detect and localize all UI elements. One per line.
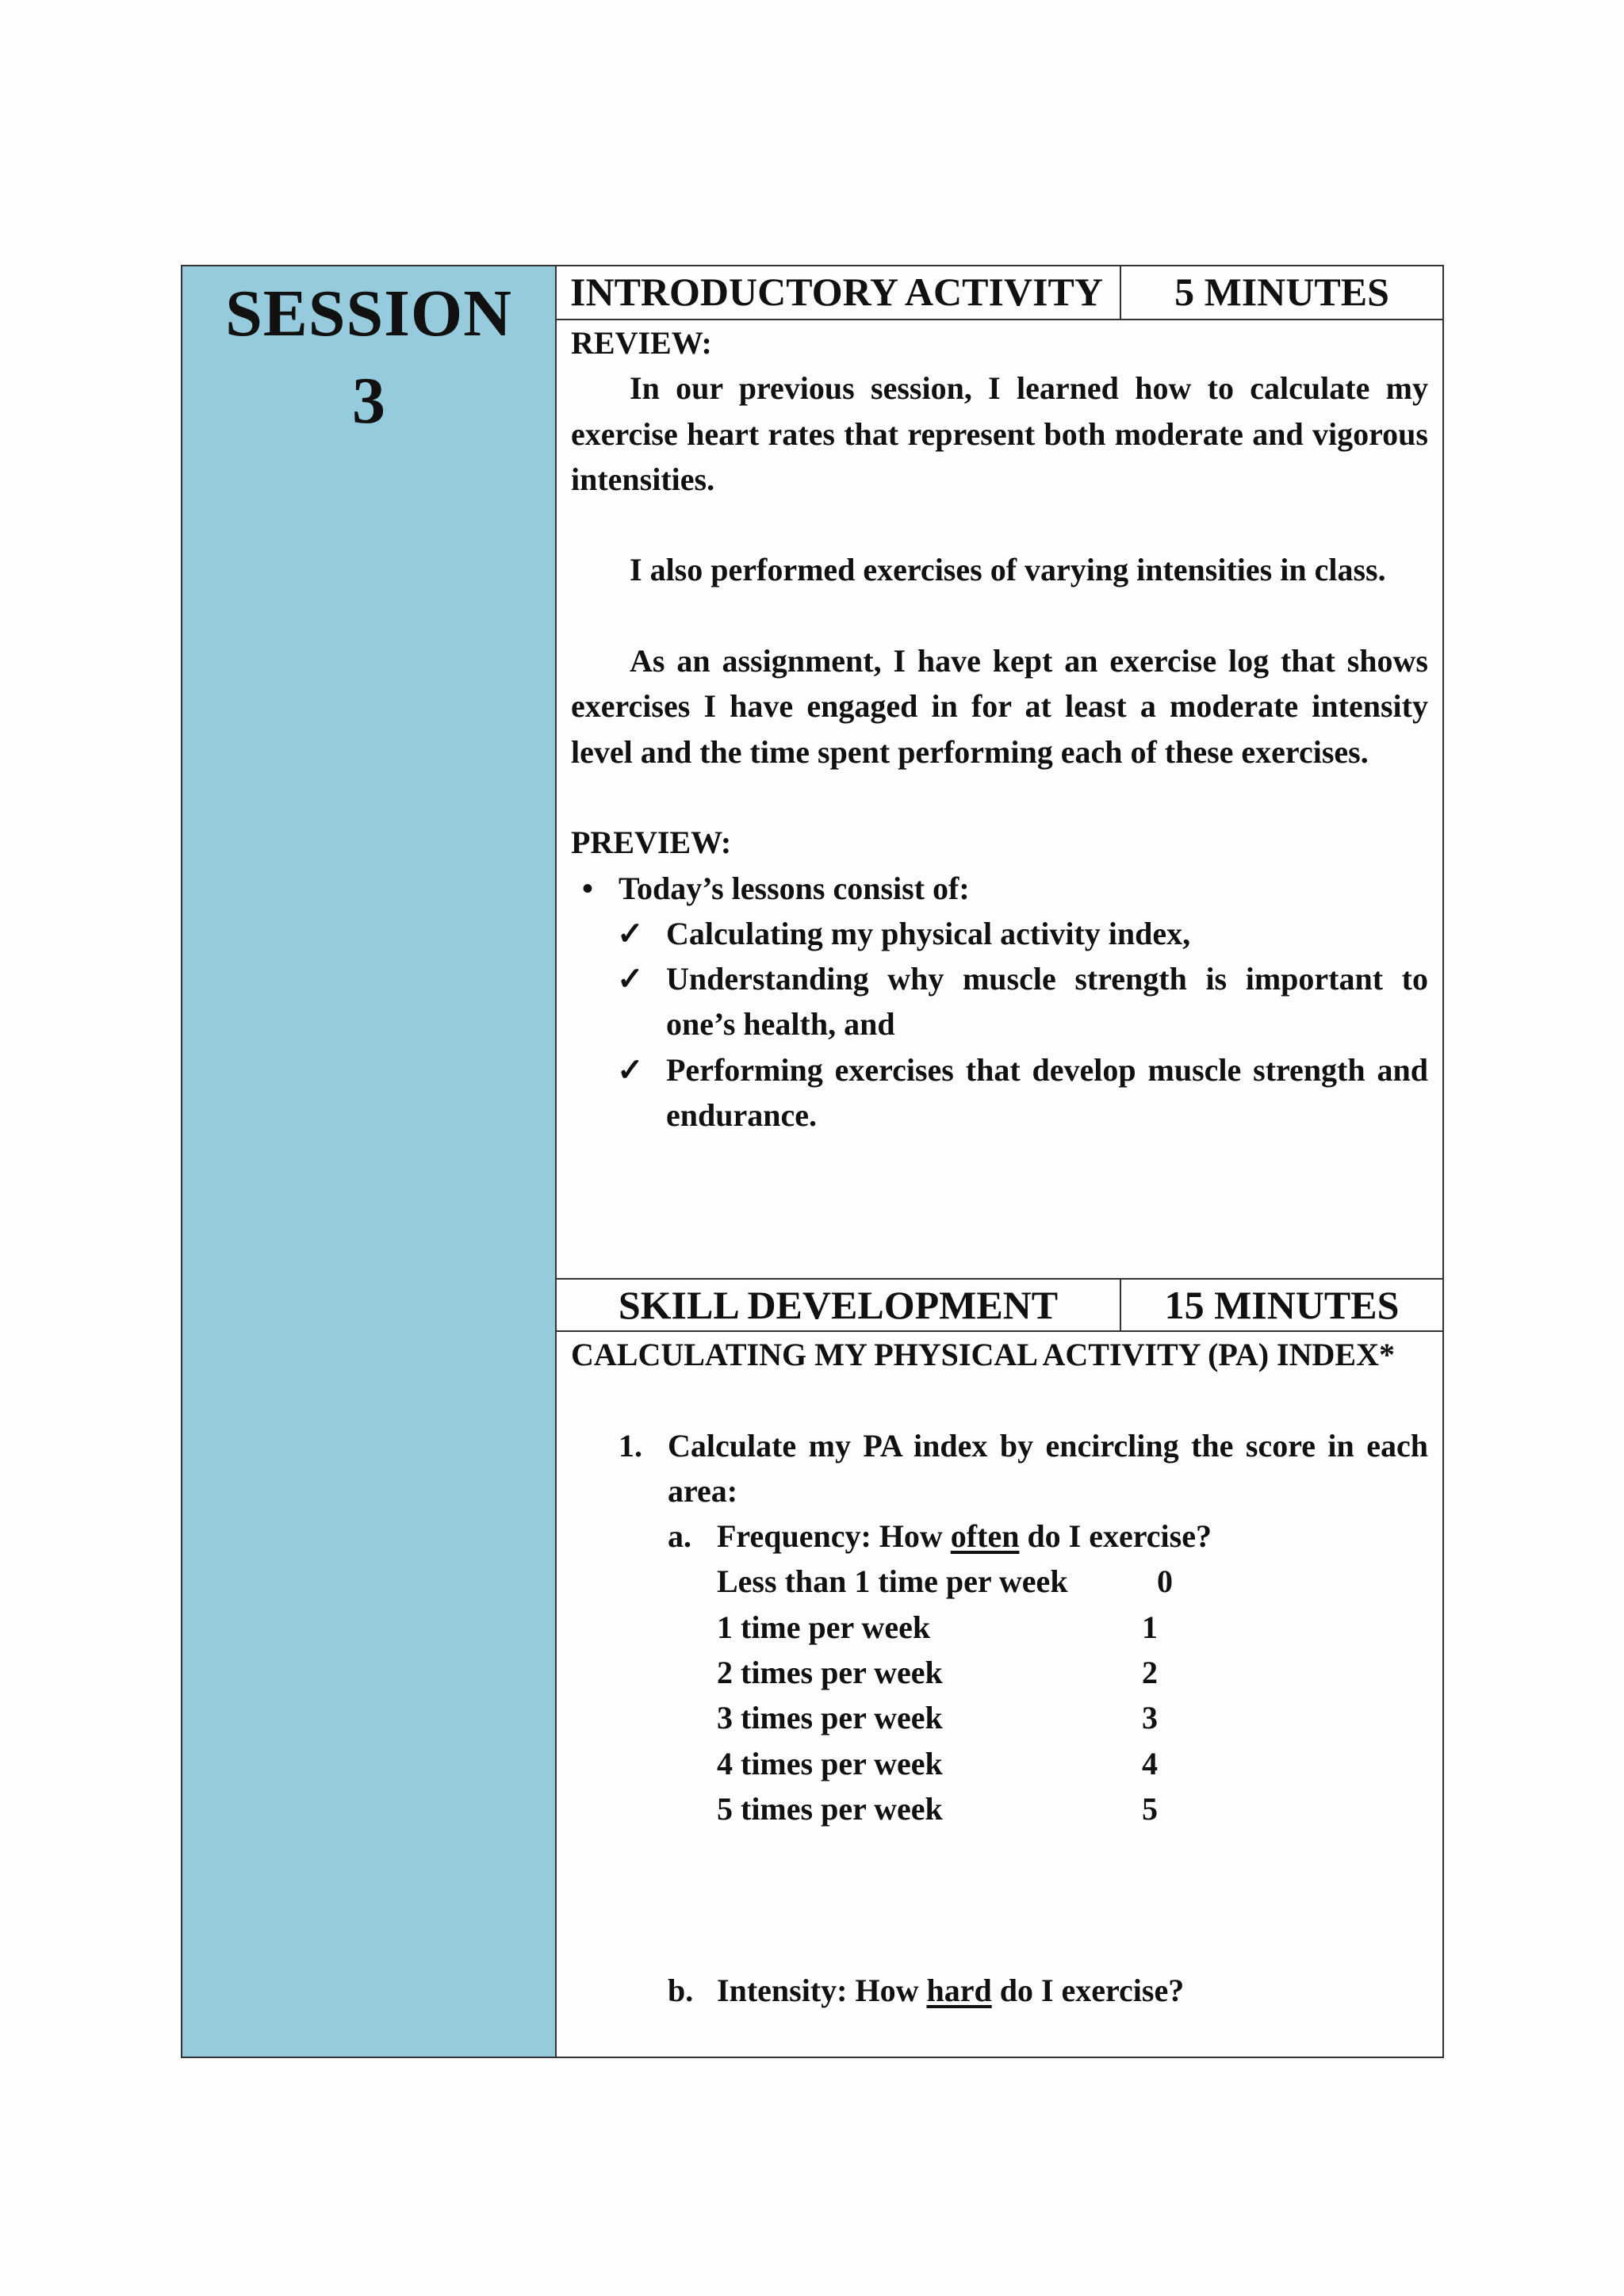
preview-check-item [571, 956, 1428, 1047]
review-paragraph-3: As an assignment, I have kept an exercise log that shows exercises I have engaged in for at least a moderate intensity level and the time spent performing each of these exercises. [571, 643, 1428, 770]
score-row [571, 1650, 1428, 1695]
score-value: 4 [1142, 1745, 1158, 1781]
session-table [181, 265, 1444, 2058]
review-label: REVIEW: [571, 325, 712, 361]
score-row [571, 1695, 1428, 1740]
intro-header-title: INTRODUCTORY ACTIVITY [557, 266, 1121, 319]
subitem-frequency [571, 1513, 1428, 1559]
review-paragraph-2: I also performed exercises of varying intensities in class. [630, 552, 1386, 588]
subitem-underlined: often [950, 1518, 1020, 1555]
item-number: 1. [619, 1427, 642, 1464]
check-item-text: Performing exercises that develop muscle strength and endurance. [666, 1051, 1428, 1134]
lesson-column [557, 266, 1442, 2057]
session-column [182, 266, 557, 2057]
check-icon: ✓ [617, 915, 644, 951]
score-row [571, 1559, 1428, 1604]
check-icon: ✓ [617, 1051, 644, 1088]
preview-label: PREVIEW: [571, 825, 732, 861]
subitem-text [717, 1968, 1428, 2013]
score-value: 2 [1142, 1655, 1158, 1691]
skill-header-title: SKILL DEVELOPMENT [557, 1280, 1121, 1330]
subitem-text-pre: Intensity: How [717, 1973, 927, 2009]
check-item-text: Understanding why muscle strength is important to one’s health, and [666, 961, 1428, 1043]
subitem-text-pre: Frequency: How [717, 1518, 951, 1555]
subitem-intensity [571, 1968, 1428, 2013]
session-number: 3 [352, 364, 385, 438]
skill-content [557, 1332, 1442, 2014]
subitem-letter: b. [668, 1973, 694, 2009]
score-row [571, 1741, 1428, 1786]
subitem-text-post: do I exercise? [1019, 1518, 1212, 1555]
preview-check-item [571, 1047, 1428, 1138]
score-label: 4 times per week [717, 1745, 943, 1781]
preview-bullet-text: Today’s lessons consist of: [619, 870, 970, 906]
preview-check-item [571, 911, 1428, 956]
review-paragraph-1: In our previous session, I learned how to calculate my exercise heart rates that represent both moderate and vigorous intensities. [571, 370, 1428, 497]
score-value: 3 [1142, 1700, 1158, 1736]
session-title: SESSION [225, 277, 512, 350]
subitem-letter: a. [668, 1518, 691, 1555]
preview-bullet [571, 866, 1428, 911]
score-label: 1 time per week [717, 1609, 931, 1645]
intro-content [557, 320, 1442, 1278]
skill-header-time: 15 MINUTES [1164, 1283, 1400, 1327]
skill-section [557, 1278, 1442, 2014]
score-row [571, 1605, 1428, 1650]
score-row [571, 1786, 1428, 1831]
score-value: 5 [1142, 1790, 1158, 1827]
introductory-section [557, 266, 1442, 1278]
score-value: 1 [1142, 1609, 1158, 1645]
check-item-text: Calculating my physical activity index, [666, 915, 1191, 951]
subitem-underlined: hard [926, 1973, 992, 2009]
score-label: 5 times per week [717, 1790, 943, 1827]
intro-header-time: 5 MINUTES [1174, 270, 1389, 314]
skill-heading: CALCULATING MY PHYSICAL ACTIVITY (PA) INDEX* [571, 1337, 1395, 1372]
skill-header [557, 1278, 1442, 1332]
score-label: 2 times per week [717, 1655, 943, 1691]
bullet-icon: • [582, 870, 594, 906]
intro-header [557, 266, 1442, 320]
score-label: Less than 1 time per week [717, 1563, 1068, 1600]
subitem-text-post: do I exercise? [991, 1973, 1185, 2009]
check-icon: ✓ [617, 961, 644, 997]
subitem-text [717, 1513, 1428, 1559]
item-text: Calculate my PA index by encircling the score in each area: [668, 1427, 1428, 1509]
numbered-item [571, 1423, 1428, 1514]
score-label: 3 times per week [717, 1700, 943, 1736]
score-value: 0 [1157, 1563, 1173, 1600]
